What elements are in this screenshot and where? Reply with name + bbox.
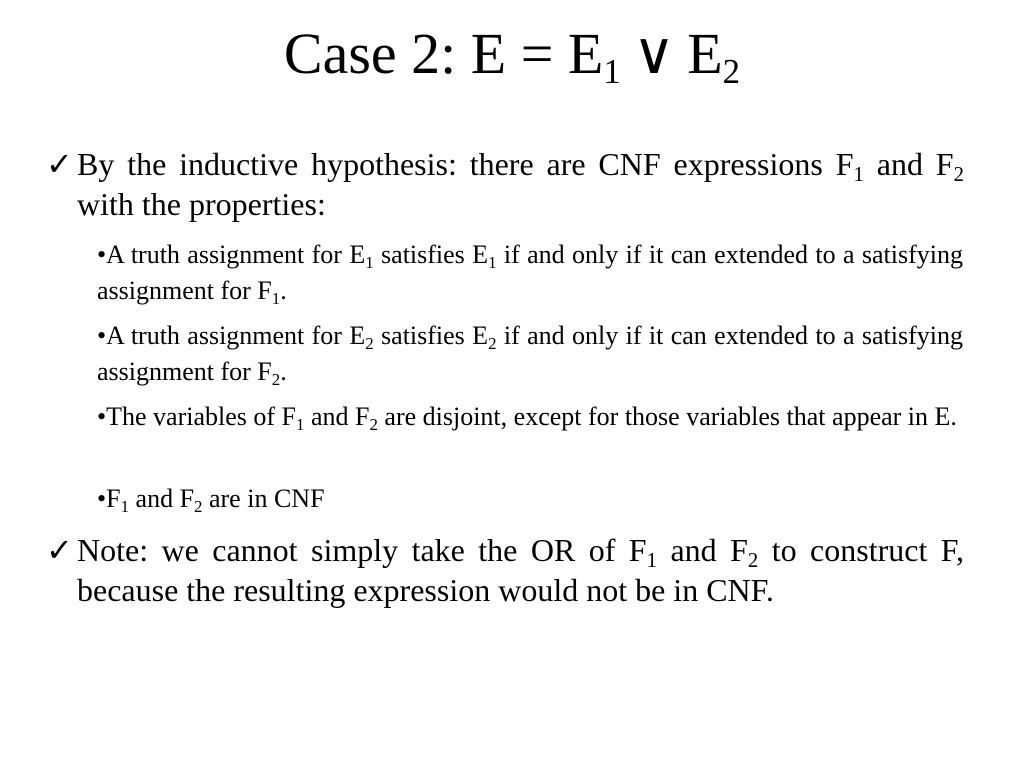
- text-run: and F: [863, 146, 954, 182]
- text-run: A truth assignment for E: [106, 321, 366, 350]
- bullet-inductive-hypothesis: [46, 144, 964, 224]
- subscript: 2: [953, 162, 964, 186]
- subscript: 2: [369, 414, 378, 434]
- sub-bullet-disjoint-variables: [97, 399, 963, 435]
- text-run: The variables of F: [106, 402, 296, 431]
- text-run: and F: [129, 484, 195, 513]
- subscript: 2: [747, 548, 759, 572]
- sub-bullet-property-2: [97, 318, 963, 390]
- text-run: F: [106, 484, 121, 513]
- subscript: 2: [194, 496, 203, 516]
- checkmark-icon: ✓: [46, 532, 73, 568]
- subscript: 1: [488, 252, 497, 272]
- bullet-text: [77, 530, 964, 610]
- title-subscript-2: 2: [722, 52, 741, 92]
- subscript: 1: [853, 162, 864, 186]
- text-run: and F: [304, 402, 370, 431]
- text-run: .: [280, 357, 287, 386]
- sub-bullet-property-1: [97, 237, 963, 309]
- sub-bullet-in-cnf: [97, 481, 963, 517]
- text-run: are disjoint, except for those variables that appear in E.: [377, 402, 957, 431]
- subscript: 1: [646, 548, 658, 572]
- subscript: 1: [271, 288, 281, 308]
- bullet-dot-icon: •: [97, 321, 107, 350]
- bullet-text: [77, 144, 964, 224]
- slide-title: [0, 14, 1024, 94]
- text-run: .: [280, 276, 287, 305]
- text-run: if and only if it can extended to a satisfying assignment for F: [97, 321, 963, 386]
- subscript: 1: [365, 252, 374, 272]
- text-run: are in CNF: [202, 484, 325, 513]
- subscript: 1: [296, 414, 305, 434]
- bullet-dot-icon: •: [97, 484, 107, 513]
- text-run: if and only if it can extended to a satisfying assignment for F: [97, 240, 963, 305]
- bullet-dot-icon: •: [97, 402, 107, 431]
- bullet-dot-icon: •: [97, 240, 107, 269]
- text-run: By the inductive hypothesis: there are CNF expressions F: [77, 146, 854, 182]
- subscript: 2: [365, 333, 374, 353]
- title-prefix: Case 2: E = E: [283, 21, 604, 86]
- subscript: 1: [120, 496, 130, 516]
- subscript: 2: [488, 333, 497, 353]
- text-run: and F: [657, 532, 748, 568]
- or-operator-symbol: ∨: [632, 21, 676, 86]
- text-run: Note: we cannot simply take the OR of F: [77, 532, 647, 568]
- text-run: satisfies E: [373, 240, 489, 269]
- checkmark-icon: ✓: [46, 146, 73, 182]
- text-run: to construct F, because the resulting expression would not be in CNF.: [77, 532, 965, 608]
- text-run: A truth assignment for E: [106, 240, 366, 269]
- text-run: satisfies E: [373, 321, 489, 350]
- subscript: 2: [271, 369, 281, 389]
- title-subscript-1: 1: [603, 52, 621, 92]
- bullet-note: [46, 530, 964, 610]
- text-run: with the properties:: [77, 186, 326, 222]
- title-e2: E: [687, 21, 723, 86]
